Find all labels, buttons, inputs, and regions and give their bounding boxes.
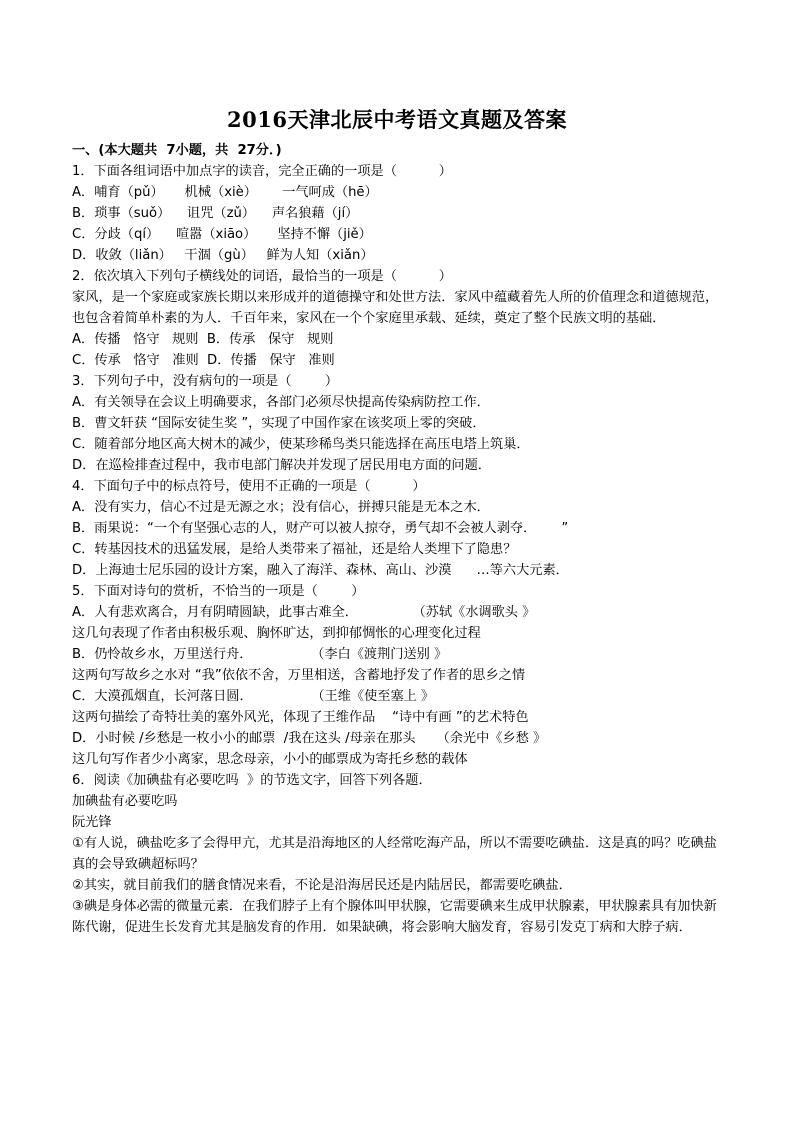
question-1-option-a: A．哺育（pǔ） 机械（xiè） 一气呵成（hē） bbox=[72, 185, 378, 200]
question-5-option-b-note: 这两句写故乡之水对 “我”依依不舍，万里相送，含蓄地抒发了作者的思乡之情 bbox=[72, 668, 526, 683]
question-3-option-d: D．在巡检排查过程中，我市电部门解决并发现了居民用电方面的问题． bbox=[72, 458, 491, 473]
question-5-option-c-note: 这两句描绘了奇特壮美的塞外风光，体现了王维作品 “诗中有画 ”的艺术特色 bbox=[72, 710, 529, 725]
question-4-option-b: B．雨果说：“一个有坚强心志的人，财产可以被人掠夺，勇气却不会被人剥夺． ” bbox=[72, 521, 569, 536]
question-3: 3．下列句子中，没有病句的一项是（ ） bbox=[72, 374, 339, 389]
question-5-option-a: A．人有悲欢离合，月有阴晴圆缺，此事古难全． （苏轼《水调歌头 》 bbox=[72, 605, 536, 620]
question-3-option-c: C．随着部分地区高大树木的减少，使某珍稀鸟类只能选择在高压电塔上筑巢． bbox=[72, 437, 530, 452]
question-5-option-c: C．大漠孤烟直，长河落日圆． （王维《使至塞上 》 bbox=[72, 689, 435, 704]
section-header: 一、(本大题共 7小题，共 27分．) bbox=[72, 143, 282, 158]
question-4: 4．下面句子中的标点符号，使用不正确的一项是（ ） bbox=[72, 479, 426, 494]
question-4-option-c: C．转基因技术的迅猛发展，是给人类带来了福祉，还是给人类埋下了隐患？ bbox=[72, 542, 517, 557]
question-5-option-d-note: 这几句写作者少小离家，思念母亲，小小的邮票成为寄托乡愁的载体 bbox=[72, 752, 468, 767]
exam-content bbox=[72, 140, 722, 938]
question-2: 2．依次填入下列句子横线处的词语，最恰当的一项是（ ） bbox=[72, 269, 452, 284]
question-2-passage: 家风，是一个家庭或家族长期以来形成并的道德操守和处世方法．家风中蕴藏着先人所的价值理念和道德规范，也包含着简单朴素的为人．千百年来，家风在一个个家庭里承载、延续，奠定了整个民族文明的基础． bbox=[72, 290, 719, 326]
article-title: 加碘盐有必要吃吗 bbox=[72, 794, 178, 809]
question-5-option-a-note: 这几句表现了作者由积极乐观、胸怀旷达，到抑郁惆怅的心理变化过程 bbox=[72, 626, 481, 641]
question-1-option-c: C．分歧（qí） 喧嚣（xiāo） 坚持不懈（jiě） bbox=[72, 227, 372, 242]
question-6: 6．阅读《加碘盐有必要吃吗 》的节选文字，回答下列各题． bbox=[72, 773, 432, 788]
question-4-option-a: A．没有实力，信心不过是无源之水；没有信心，拼搏只能是无本之木． bbox=[72, 500, 490, 515]
question-4-option-d: D．上海迪士尼乐园的设计方案，融入了海洋、森林、高山、沙漠 …等六大元素． bbox=[72, 563, 569, 578]
question-5-option-b: B．仍怜故乡水，万里送行舟． （李白《渡荆门送别 》 bbox=[72, 647, 448, 662]
question-5: 5．下面对诗句的赏析，不恰当的一项是（ ） bbox=[72, 584, 365, 599]
question-2-options-ab: A．传播 恪守 规则 B．传承 保守 规则 bbox=[72, 332, 334, 347]
article-paragraph-3: ③碘是身体必需的微量元素．在我们脖子上有个腺体叫甲状腺，它需要碘来生成甲状腺素，甲状腺素具有加快新陈代谢，促进生长发育尤其是脑发育的作用．如果缺碘，将会影响大脑发育，容易引发克丁病和大脖子病． bbox=[72, 899, 717, 935]
question-3-option-b: B．曹文轩获 “国际安徒生奖 ”，实现了中国作家在该奖项上零的突破． bbox=[72, 416, 486, 431]
question-2-options-cd: C．传承 恪守 准则 D．传播 保守 准则 bbox=[72, 353, 335, 368]
page-title: 2016天津北辰中考语文真题及答案 bbox=[227, 107, 567, 132]
article-paragraph-1: ①有人说，碘盐吃多了会得甲亢，尤其是沿海地区的人经常吃海产品，所以不需要吃碘盐．这是真的吗？吃碘盐真的会导致碘超标吗？ bbox=[72, 836, 717, 872]
question-1-option-b: B．琐事（suǒ） 诅咒（zǔ） 声名狼藉（jí） bbox=[72, 206, 359, 221]
article-paragraph-2: ②其实，就目前我们的膳食情况来看，不论是沿海居民还是内陆居民，都需要吃碘盐． bbox=[72, 878, 572, 893]
question-1: 1．下面各组词语中加点字的读音，完全正确的一项是（ ） bbox=[72, 164, 452, 179]
question-3-option-a: A．有关领导在会议上明确要求，各部门必须尽快提高传染病防控工作． bbox=[72, 395, 490, 410]
article-author: 阮光锋 bbox=[72, 815, 112, 830]
question-1-option-d: D．收敛（liǎn） 干涸（gù） 鲜为人知（xiǎn） bbox=[72, 248, 374, 263]
question-5-option-d: D．小时候 /乡愁是一枚小小的邮票 /我在这头 /母亲在那头 （余光中《乡愁 》 bbox=[72, 731, 547, 746]
